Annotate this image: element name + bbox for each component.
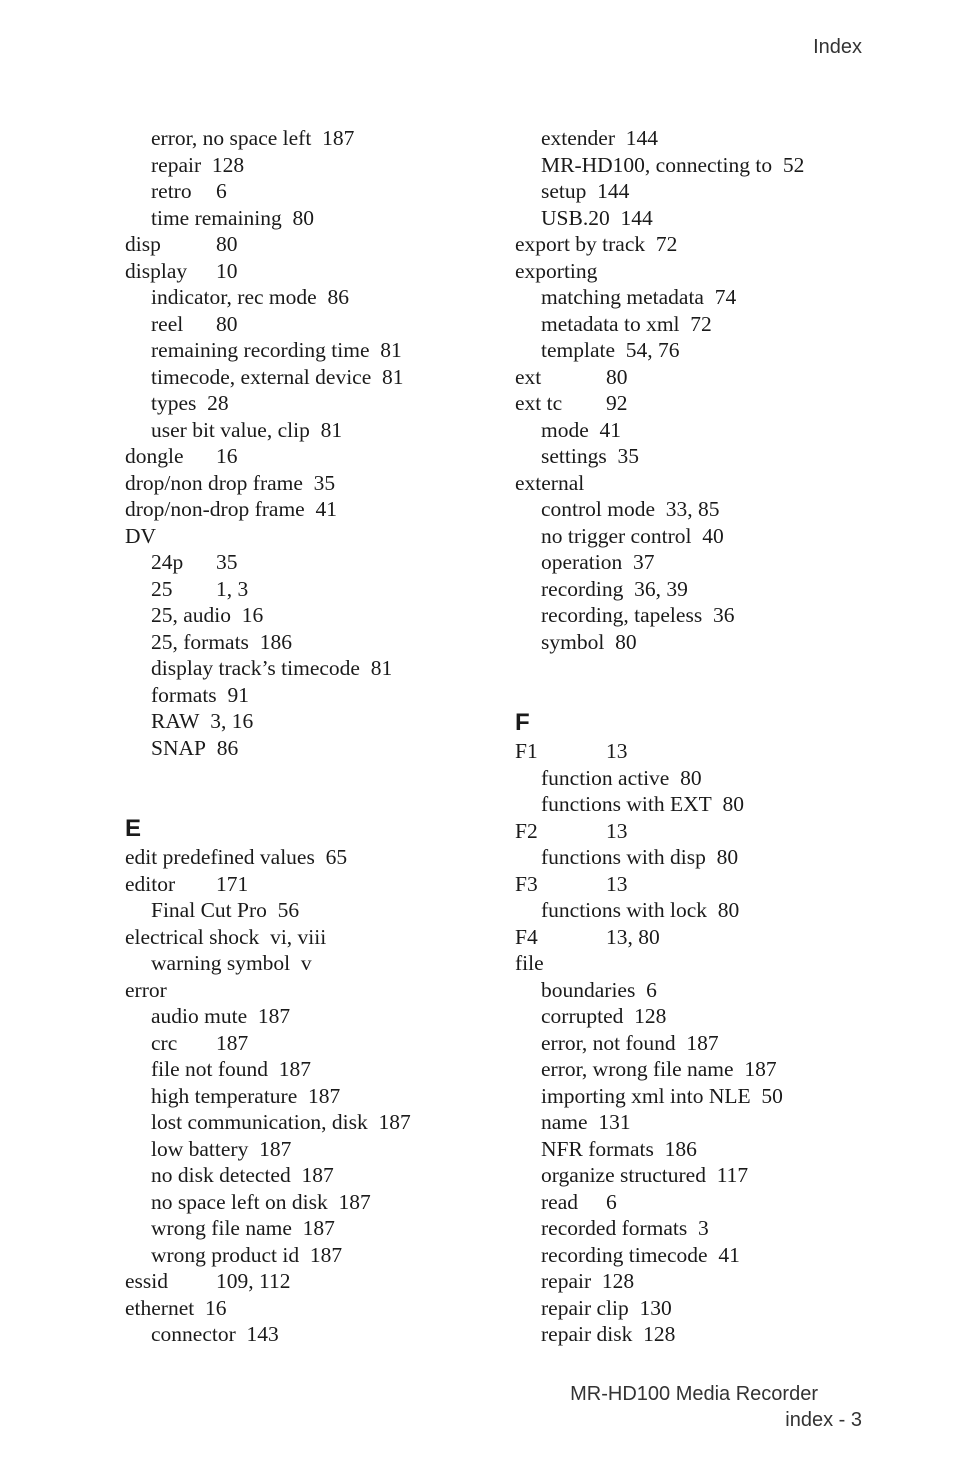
page-reference: 128 (211, 152, 245, 177)
index-subentry (515, 1189, 875, 1216)
page-reference: 117 (716, 1163, 749, 1187)
index-subentry (515, 496, 875, 523)
index-subentry (515, 311, 875, 338)
page-reference: 13, 80 (606, 924, 660, 949)
index-term: repair (541, 1269, 592, 1293)
index-term: settings (541, 444, 607, 468)
index-subentry (515, 1083, 875, 1110)
index-term: connector (151, 1322, 236, 1346)
section-letter-heading: E (125, 815, 142, 842)
page-reference: 37 (632, 550, 655, 574)
page-reference: 33, 85 (665, 497, 720, 521)
index-term: drop/non-drop frame (125, 497, 305, 521)
page-reference: 80 (722, 792, 745, 816)
index-subentry (125, 152, 505, 179)
index-subentry (125, 897, 505, 924)
page-reference: 41 (718, 1242, 740, 1267)
index-term: crc (151, 1030, 178, 1055)
index-term: 25, audio (151, 603, 232, 627)
footer-page-number: index - 3 (785, 1409, 862, 1431)
index-subentry (515, 178, 875, 205)
page-reference: 54, 76 (625, 338, 680, 362)
index-subentry (125, 1242, 505, 1269)
index-term: no space left on disk (151, 1189, 328, 1214)
page-reference: 28 (207, 391, 229, 415)
footer-document-title: MR-HD100 Media Recorder (570, 1383, 818, 1405)
index-subentry (125, 417, 505, 444)
index-term: external (515, 470, 585, 495)
index-term: recorded formats (541, 1216, 688, 1240)
index-term: editor (125, 871, 176, 896)
index-term: exporting (515, 258, 598, 283)
index-entry (125, 844, 505, 871)
index-term: lost communication, disk (151, 1110, 368, 1134)
index-subentry (515, 1162, 875, 1189)
index-subentry (125, 1136, 505, 1163)
index-term: error (125, 977, 167, 1002)
index-subentry (125, 1162, 505, 1189)
index-term: metadata to xml (541, 311, 680, 336)
page-reference: 80 (216, 232, 238, 256)
index-subentry (515, 602, 875, 629)
page-reference: 187 (301, 1163, 334, 1187)
index-term: DV (125, 523, 157, 548)
index-term: F4 (515, 924, 538, 949)
page-reference: 80 (292, 205, 315, 230)
index-subentry (125, 950, 505, 977)
index-subentry (125, 364, 505, 391)
index-subentry (125, 655, 505, 682)
index-term: read (541, 1189, 578, 1214)
index-subentry (515, 443, 875, 470)
index-subentry (515, 1268, 875, 1295)
page-reference: vi, viii (270, 924, 327, 949)
index-subentry (515, 765, 875, 792)
index-subentry (125, 390, 505, 417)
index-term: wrong file name (151, 1216, 292, 1240)
index-subentry (515, 791, 875, 818)
page-reference: 41 (315, 497, 337, 521)
page-reference: 187 (302, 1216, 335, 1240)
page-reference: 72 (690, 311, 712, 336)
index-entry (125, 977, 505, 1004)
index-subentry (125, 178, 505, 205)
page-reference: 86 (216, 735, 239, 760)
index-subentry (515, 1295, 875, 1322)
index-term: organize structured (541, 1163, 706, 1187)
index-term: Final Cut Pro (151, 898, 267, 922)
index-column-right (515, 125, 875, 1348)
index-subentry (515, 1056, 875, 1083)
page-reference: 128 (643, 1322, 676, 1346)
index-entry (125, 924, 505, 951)
index-subentry (125, 682, 505, 709)
page-reference: 13 (606, 871, 628, 896)
page-reference: 40 (702, 523, 724, 548)
index-term: RAW (151, 709, 200, 733)
section-spacer (515, 655, 875, 708)
section-letter-heading: F (515, 709, 530, 736)
index-term: importing xml into NLE (541, 1083, 751, 1108)
index-subentry (125, 284, 505, 311)
page-reference: 187 (686, 1030, 719, 1055)
index-column-left (125, 125, 505, 1348)
page-reference: 81 (380, 338, 402, 362)
page-reference: 81 (370, 656, 393, 680)
page-footer (570, 1381, 862, 1433)
page-reference: v (300, 951, 312, 975)
index-entry (125, 231, 505, 258)
page-reference: 187 (257, 1004, 291, 1028)
index-entry (515, 924, 875, 951)
index-term: functions with lock (541, 898, 708, 922)
page-reference: 131 (598, 1110, 631, 1134)
index-subentry (515, 629, 875, 656)
index-term: wrong product id (151, 1242, 300, 1267)
page-reference: 80 (216, 311, 238, 336)
page-reference: 1, 3 (216, 576, 249, 601)
index-subentry (515, 1215, 875, 1242)
index-subentry (515, 897, 875, 924)
index-term: recording, tapeless (541, 603, 703, 627)
index-term: display track’s timecode (151, 656, 360, 680)
index-term: template (541, 338, 616, 362)
index-term: dongle (125, 444, 184, 468)
index-term: repair disk (541, 1322, 633, 1346)
page-reference: 128 (601, 1269, 635, 1293)
index-subentry (125, 1189, 505, 1216)
index-subentry (515, 1109, 875, 1136)
page-reference: 81 (382, 364, 404, 389)
page-reference: 187 (338, 1189, 371, 1214)
page-reference: 16 (216, 444, 238, 468)
page-reference: 36, 39 (634, 576, 688, 601)
index-term: no disk detected (151, 1163, 291, 1187)
index-entry (515, 470, 875, 497)
index-subentry (125, 1056, 505, 1083)
index-term: recording (541, 576, 624, 601)
index-subentry (515, 1321, 875, 1348)
index-term: F3 (515, 871, 538, 896)
index-term: low battery (151, 1136, 249, 1161)
index-subentry (125, 576, 505, 603)
page-reference: 91 (227, 682, 249, 707)
index-subentry (125, 1030, 505, 1057)
index-subentry (515, 523, 875, 550)
index-term: retro (151, 179, 192, 203)
index-term: matching metadata (541, 285, 704, 309)
index-subentry (515, 576, 875, 603)
page-reference: 143 (246, 1322, 279, 1346)
page-reference: 36 (712, 603, 735, 627)
page-reference: 35 (617, 444, 639, 468)
index-term: NFR formats (541, 1136, 654, 1161)
index-term: boundaries (541, 977, 636, 1002)
index-subentry (125, 1109, 505, 1136)
page-reference: 171 (216, 871, 249, 896)
index-term: timecode, external device (151, 364, 372, 389)
index-term: high temperature (151, 1083, 298, 1108)
index-subentry (125, 337, 505, 364)
index-subentry (515, 549, 875, 576)
page-reference: 187 (309, 1242, 343, 1267)
index-entry (515, 818, 875, 845)
page-reference: 86 (327, 285, 349, 309)
index-entry (515, 258, 875, 285)
index-term: file not found (151, 1057, 269, 1081)
index-subentry (515, 417, 875, 444)
index-term: 25, formats (151, 629, 249, 654)
index-term: indicator, rec mode (151, 285, 317, 309)
index-subentry (515, 205, 875, 232)
index-term: warning symbol (151, 951, 291, 975)
index-term: 25 (151, 576, 173, 601)
index-term: display (125, 258, 188, 283)
index-entry (125, 258, 505, 285)
page-reference: 13 (606, 739, 628, 763)
page-reference: 81 (320, 417, 343, 442)
index-entry (515, 364, 875, 391)
index-subentry (515, 1030, 875, 1057)
page-reference: 187 (278, 1057, 312, 1081)
page-reference: 130 (639, 1295, 672, 1320)
index-term: functions with disp (541, 845, 706, 869)
index-term: SNAP (151, 735, 206, 760)
index-subentry (125, 629, 505, 656)
page-reference: 3, 16 (210, 709, 254, 733)
index-entry (125, 496, 505, 523)
page-reference: 52 (782, 152, 805, 177)
index-entry (125, 523, 505, 550)
index-term: MR-HD100, connecting to (541, 152, 773, 177)
page-reference: 13 (606, 818, 628, 843)
page-reference: 80 (680, 765, 702, 790)
index-term: error, no space left (151, 126, 312, 150)
index-term: export by track (515, 232, 646, 256)
index-term: user bit value, clip (151, 417, 310, 442)
page-reference: 50 (761, 1083, 783, 1108)
page-reference: 56 (277, 898, 300, 922)
index-subentry (125, 1003, 505, 1030)
index-term: no trigger control (541, 523, 692, 548)
page-reference: 187 (378, 1110, 411, 1134)
page-reference: 187 (744, 1057, 777, 1081)
index-term: recording timecode (541, 1242, 708, 1267)
index-entry (515, 390, 875, 417)
index-subentry (515, 337, 875, 364)
page-reference: 80 (717, 898, 740, 922)
index-subentry (125, 1215, 505, 1242)
page-reference: 35 (313, 470, 336, 495)
index-subentry (515, 152, 875, 179)
page-reference: 80 (716, 845, 739, 869)
index-term: repair clip (541, 1295, 629, 1320)
page-reference: 128 (634, 1004, 667, 1028)
page-reference: 144 (597, 179, 630, 203)
index-entry (125, 470, 505, 497)
page-reference: 186 (664, 1136, 697, 1161)
page-reference: 3 (698, 1216, 709, 1240)
page-reference: 10 (216, 258, 238, 283)
index-term: name (541, 1110, 588, 1134)
index-term: remaining recording time (151, 338, 370, 362)
index-subentry (125, 1321, 505, 1348)
page-reference: 41 (599, 417, 622, 442)
index-entry (515, 950, 875, 977)
index-entry (515, 738, 875, 765)
index-subentry (515, 125, 875, 152)
page-reference: 65 (325, 845, 348, 869)
index-term: functions with EXT (541, 792, 712, 816)
index-subentry (125, 311, 505, 338)
page-reference: 187 (259, 1136, 292, 1161)
index-term: edit predefined values (125, 845, 315, 869)
index-term: control mode (541, 497, 656, 521)
page-reference: 16 (241, 603, 264, 627)
index-term: 24p (151, 550, 184, 574)
index-term: drop/non drop frame (125, 470, 303, 495)
page-reference: 187 (322, 126, 355, 150)
index-subentry (515, 844, 875, 871)
page-reference: 80 (606, 364, 628, 389)
index-term: ethernet (125, 1295, 195, 1320)
index-entry (515, 231, 875, 258)
index-term: electrical shock (125, 924, 260, 949)
index-term: reel (151, 311, 184, 336)
index-subentry (515, 977, 875, 1004)
page-reference: 144 (625, 126, 659, 150)
page-reference: 6 (646, 977, 657, 1002)
index-term: essid (125, 1269, 168, 1293)
page-reference: 186 (259, 629, 292, 654)
index-subentry (125, 125, 505, 152)
index-subentry (515, 1136, 875, 1163)
index-term: mode (541, 417, 589, 442)
index-term: F1 (515, 739, 538, 763)
index-term: function active (541, 765, 670, 790)
index-entry (515, 871, 875, 898)
page-reference: 92 (606, 391, 628, 415)
page-reference: 6 (606, 1189, 617, 1214)
index-entry (125, 1295, 505, 1322)
index-term: audio mute (151, 1004, 248, 1028)
index-term: F2 (515, 818, 538, 843)
index-term: time remaining (151, 205, 282, 230)
index-subentry (515, 284, 875, 311)
index-subentry (125, 602, 505, 629)
page-reference: 109, 112 (216, 1269, 291, 1293)
index-term: corrupted (541, 1004, 624, 1028)
index-term: symbol (541, 629, 605, 654)
index-subentry (125, 735, 505, 762)
index-subentry (125, 549, 505, 576)
page-reference: 144 (620, 205, 653, 230)
index-term: file (515, 951, 544, 975)
index-entry (125, 871, 505, 898)
index-entry (125, 1268, 505, 1295)
index-term: ext (515, 364, 542, 389)
index-subentry (515, 1242, 875, 1269)
page-reference: 72 (655, 232, 678, 256)
index-term: USB.20 (541, 205, 610, 230)
page-reference: 187 (308, 1083, 341, 1108)
page-reference: 6 (216, 179, 227, 203)
page-reference: 35 (216, 550, 238, 574)
index-term: ext tc (515, 391, 563, 415)
page-reference: 80 (615, 629, 637, 654)
section-spacer (125, 761, 505, 814)
running-header: Index (813, 36, 862, 58)
index-subentry (125, 708, 505, 735)
page-reference: 187 (216, 1030, 249, 1055)
index-term: error, wrong file name (541, 1057, 734, 1081)
index-term: extender (541, 126, 616, 150)
index-subentry (125, 205, 505, 232)
index-entry (125, 443, 505, 470)
index-term: repair (151, 152, 202, 177)
index-term: types (151, 391, 197, 415)
index-term: setup (541, 179, 587, 203)
index-subentry (125, 1083, 505, 1110)
index-term: error, not found (541, 1030, 676, 1055)
page-reference: 16 (205, 1295, 227, 1320)
page-reference: 74 (714, 285, 737, 309)
index-term: formats (151, 682, 217, 707)
index-subentry (515, 1003, 875, 1030)
index-term: operation (541, 550, 623, 574)
index-term: disp (125, 232, 161, 256)
